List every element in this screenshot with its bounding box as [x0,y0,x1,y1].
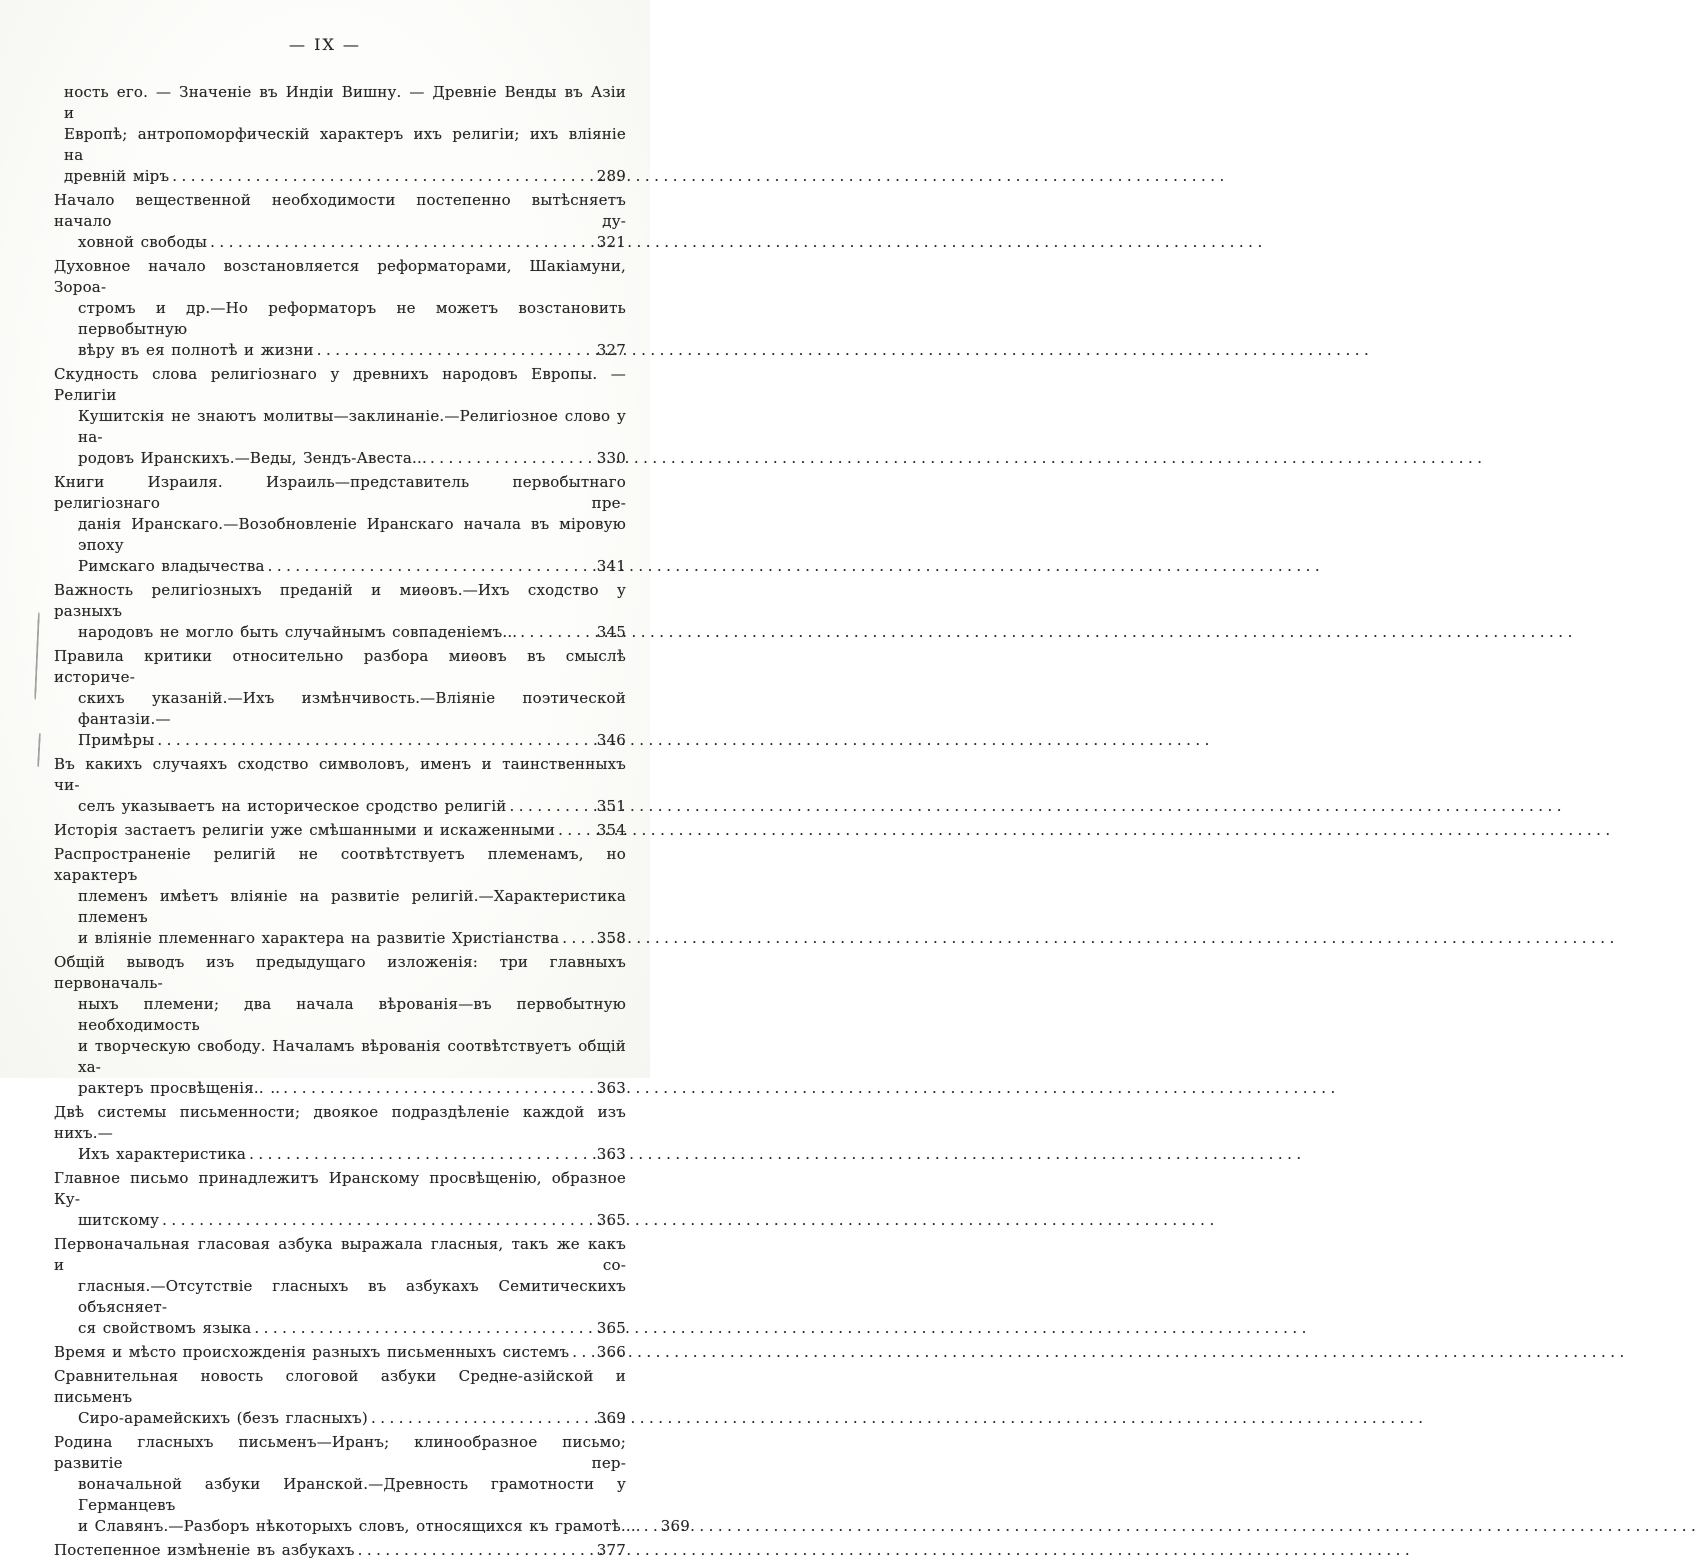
page-number: 321 [596,233,626,251]
toc-entry [54,364,626,469]
toc-line-text: селъ указываетъ на историческое сродство религій [78,797,507,815]
page-number: 366 [596,1343,626,1361]
toc-line-text: вѣру въ ея полнотѣ и жизни [78,341,314,359]
toc-line: Европѣ; антропоморфическій характеръ ихъ религіи; ихъ вліяніе на [64,125,626,164]
page-number: 341 [596,557,626,575]
page-number: 365 [596,1211,626,1229]
toc-entry [54,1432,690,1537]
toc-entry [54,1168,626,1231]
pen-margin-mark [37,733,41,767]
toc-line [54,622,626,643]
page-number: 346 [596,731,626,749]
toc-line [54,730,626,751]
toc-line-text: рактеръ просвѣщенія.. .. [78,1079,281,1097]
toc-line: гласныя.—Отсутствіе гласныхъ въ азбукахъ Семитическихъ объясняет- [78,1277,626,1316]
dot-leader [644,1516,656,1537]
page-number: 377 [596,1541,626,1559]
toc-line [54,340,626,361]
toc-line: Первоначальная гласовая азбука выражала гласныя, такъ же какъ и со- [54,1235,626,1274]
page-number: 363 [596,1079,626,1097]
toc-entry [54,1342,626,1363]
toc-entry [54,472,626,577]
toc-line [54,232,626,253]
dot-leader [254,1318,591,1339]
toc-line: воначальной азбуки Иранской.—Древность грамотности у Германцевъ [78,1475,626,1514]
page-number: 351 [596,797,626,815]
toc-line-text: Исторія застаетъ религіи уже смѣшанными и искаженными [54,821,556,839]
toc-line-text: народовъ не могло быть случайнымъ совпаденіемъ... [78,623,518,641]
toc-list [54,82,690,1561]
toc-line: Правила критики относительно разбора миѳовъ въ смыслѣ историче- [54,647,626,686]
dot-leader [558,820,592,841]
toc-line [54,1540,626,1561]
page-number: 289 [596,167,626,185]
toc-entry [54,1102,626,1165]
dot-leader [520,622,591,643]
toc-line [54,1078,626,1099]
page-number: 327 [596,341,626,359]
toc-entry [54,646,626,751]
page-title: — IX — [289,35,361,54]
toc-line-text: и вліяніе племеннаго характера на развитіе Христіанства [78,929,560,947]
toc-entry [54,754,626,817]
toc-line-text: Сиро-арамейскихъ (безъ гласныхъ) [78,1409,368,1427]
dot-leader [358,1540,592,1561]
toc-line: Книги Израиля. Израиль—представитель первобытнаго религіознаго пре- [54,473,626,512]
toc-line [54,166,626,187]
page-number: 363 [596,1145,626,1163]
toc-entry [54,1234,626,1339]
page-number: 358 [596,929,626,947]
toc-line: ныхъ племени; два начала вѣрованія—въ первобытную необходимость [78,995,626,1034]
toc-line-text: родовъ Иранскихъ.—Веды, Зендъ-Авеста... [78,449,427,467]
toc-line: Въ какихъ случаяхъ сходство символовъ, именъ и таинственныхъ чи- [54,755,626,794]
pen-margin-mark [34,612,40,700]
toc-line-text: Примѣры [78,731,155,749]
toc-line-text: древній міръ [64,167,170,185]
toc-entry [54,190,626,253]
dot-leader [268,556,592,577]
toc-line [54,1342,626,1363]
toc-entry [54,820,626,841]
toc-line: ность его. — Значеніе въ Индіи Вишну. — Древніе Венды въ Азіи и [64,83,626,122]
toc-line [54,1210,626,1231]
toc-line [54,1408,626,1429]
toc-line: Общій выводъ изъ предыдущаго изложенія: три главныхъ первоначаль- [54,953,626,992]
toc-line [54,448,626,469]
toc-line: племенъ имѣетъ вліяніе на развитіе религій.—Характеристика племенъ [78,887,626,926]
toc-line: Главное письмо принадлежитъ Иранскому просвѣщенію, образное Ку- [54,1169,626,1208]
scanned-book-page [0,0,690,1559]
dot-leader [283,1078,592,1099]
dot-leader [157,730,591,751]
toc-entry [54,844,626,949]
toc-entry [54,1540,626,1561]
dot-leader [162,1210,592,1231]
toc-line: Важность религіозныхъ преданій и миѳовъ.—Ихъ сходство у разныхъ [54,581,626,620]
page-number: 365 [596,1319,626,1337]
toc-line: Родина гласныхъ письменъ—Иранъ; клинообразное письмо; развитіе пер- [54,1433,626,1472]
toc-line: Духовное начало возстановляется реформаторами, Шакіамуни, Зороа- [54,257,626,296]
toc-line: Кушитскія не знаютъ молитвы—заклинаніе.—Религіозное слово у на- [78,407,626,446]
page-number: 369 [596,1409,626,1427]
toc-line-text: ся свойствомъ языка [78,1319,252,1337]
dot-leader [510,796,592,817]
page-number: 345 [596,623,626,641]
dot-leader [430,448,592,469]
toc-line [54,1318,626,1339]
toc-entry [54,256,626,361]
toc-line: Двѣ системы письменности; двоякое подраздѣленіе каждой изъ нихъ.— [54,1103,626,1142]
toc-line-text: шитскому [78,1211,160,1229]
dot-leader [371,1408,592,1429]
toc-line [54,928,626,949]
toc-line-text: Постепенное измѣненіе въ азбукахъ [54,1541,355,1559]
dot-leader [249,1144,592,1165]
toc-line [54,796,626,817]
toc-line: Начало вещественной необходимости постепенно вытѣсняетъ начало ду- [54,191,626,230]
page-number: 354 [596,821,626,839]
page-number: 369 [660,1517,690,1535]
toc-line-text: ховной свободы [78,233,208,251]
toc-line [54,1144,626,1165]
dot-leader [572,1342,592,1363]
toc-line-text: и Славянъ.—Разборъ нѣкоторыхъ словъ, относящихся къ грамотѣ.... [78,1517,641,1535]
toc-entry [54,952,626,1099]
toc-line: стромъ и др.—Но реформаторъ не можетъ возстановить первобытную [78,299,626,338]
toc-entry [54,1366,626,1429]
toc-line: Распространеніе религій не соотвѣтствуетъ племенамъ, но характеръ [54,845,626,884]
toc-line [54,556,626,577]
toc-line-text: Ихъ характеристика [78,1145,247,1163]
toc-line: данія Иранскаго.—Возобновленіе Иранскаго начала въ міровую эпоху [78,515,626,554]
toc-line-text: Время и мѣсто происхожденія разныхъ письменныхъ системъ [54,1343,570,1361]
page-number: 330 [596,449,626,467]
toc-line: Сравнительная новость слоговой азбуки Средне-азійской и письменъ [54,1367,626,1406]
toc-line: скихъ указаній.—Ихъ измѣнчивость.—Вліяніе поэтической фантазіи.— [78,689,626,728]
dot-leader [317,340,592,361]
toc-entry [54,82,626,187]
dot-leader [210,232,592,253]
toc-line-text: Римскаго владычества [78,557,265,575]
toc-line: Скудность слова религіознаго у древнихъ народовъ Европы. — Религіи [54,365,626,404]
toc-line [54,1516,690,1537]
toc-line [54,820,626,841]
toc-entry [54,580,626,643]
toc-line: и творческую свободу. Началамъ вѣрованія соотвѣтствуетъ общій ха- [78,1037,626,1076]
dot-leader [172,166,592,187]
dot-leader [562,928,592,949]
